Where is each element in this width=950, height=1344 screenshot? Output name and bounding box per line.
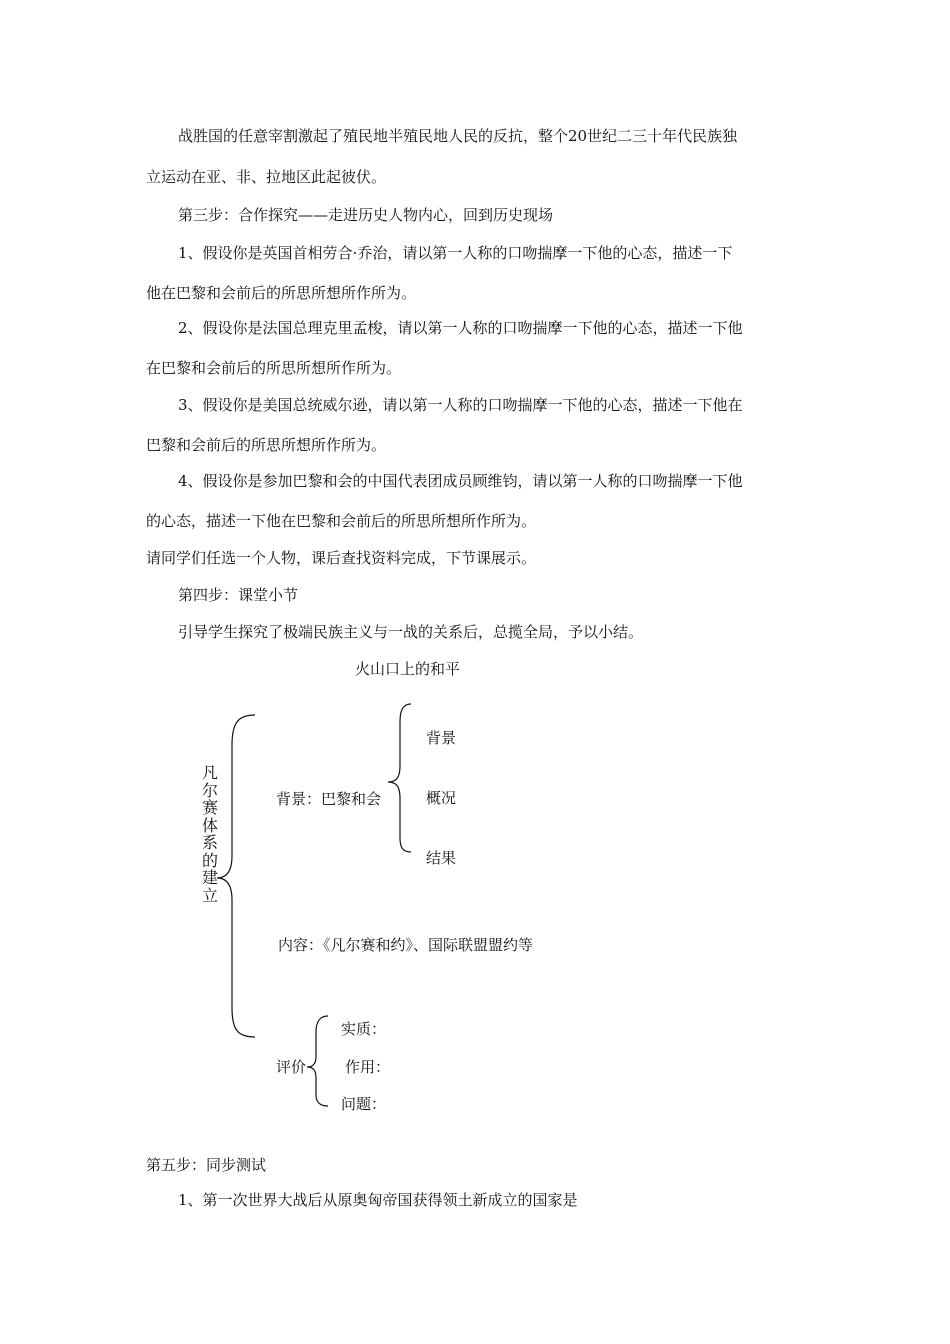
background-brace bbox=[388, 704, 411, 852]
question-1-line-2: 他在巴黎和会前后的所思所想所作所为。 bbox=[146, 284, 417, 302]
evaluation-item-3: 问题： bbox=[341, 1095, 387, 1113]
root-brace bbox=[217, 715, 255, 1037]
question-2-line-1: 2、假设你是法国总理克里孟梭，请以第一人称的口吻揣摩一下他的心态，描述一下他 bbox=[178, 319, 743, 337]
evaluation-brace bbox=[307, 1016, 328, 1106]
question-3-line-2: 巴黎和会前后的所思所想所作所为。 bbox=[146, 436, 387, 454]
diagram-title: 火山口上的和平 bbox=[355, 660, 461, 678]
question-2-line-2: 在巴黎和会前后的所思所想所作所为。 bbox=[146, 359, 402, 377]
evaluation-label: 评价 bbox=[276, 1058, 307, 1076]
assignment-text: 请同学们任选一个人物，课后查找资料完成，下节课展示。 bbox=[146, 549, 537, 567]
question-3-line-1: 3、假设你是美国总统威尔逊，请以第一人称的口吻揣摩一下他的心态，描述一下他在 bbox=[178, 396, 743, 414]
step4-text: 引导学生探究了极端民族主义与一战的关系后，总揽全局，予以小结。 bbox=[178, 623, 644, 641]
evaluation-item-1: 实质： bbox=[341, 1020, 387, 1038]
step5-heading: 第五步：同步测试 bbox=[146, 1156, 267, 1174]
question-1-line-1: 1、假设你是英国首相劳合·乔治，请以第一人称的口吻揣摩一下他的心态，描述一下 bbox=[178, 244, 733, 262]
paragraph-line: 立运动在亚、非、拉地区此起彼伏。 bbox=[146, 168, 387, 186]
background-item-2: 概况 bbox=[426, 789, 457, 807]
evaluation-item-2: 作用： bbox=[345, 1058, 391, 1076]
step3-heading: 第三步：合作探究——走进历史人物内心，回到历史现场 bbox=[178, 206, 554, 224]
background-item-3: 结果 bbox=[426, 849, 457, 867]
question-4-line-1: 4、假设你是参加巴黎和会的中国代表团成员顾维钧，请以第一人称的口吻揣摩一下他 bbox=[178, 472, 743, 490]
diagram-root-label: 凡尔赛体系的建立 bbox=[201, 763, 218, 905]
background-label: 背景：巴黎和会 bbox=[276, 790, 382, 808]
question-4-line-2: 的心态，描述一下他在巴黎和会前后的所思所想所作所为。 bbox=[146, 512, 537, 530]
paragraph-line: 战胜国的任意宰割激起了殖民地半殖民地人民的反抗，整个20世纪二三十年代民族独 bbox=[178, 127, 738, 145]
content-label: 内容：《凡尔赛和约》、国际联盟盟约等 bbox=[278, 936, 534, 954]
step4-heading: 第四步：课堂小节 bbox=[178, 586, 299, 604]
step5-question-1: 1、第一次世界大战后从原奥匈帝国获得领土新成立的国家是 bbox=[178, 1191, 578, 1209]
background-item-1: 背景 bbox=[426, 729, 457, 747]
